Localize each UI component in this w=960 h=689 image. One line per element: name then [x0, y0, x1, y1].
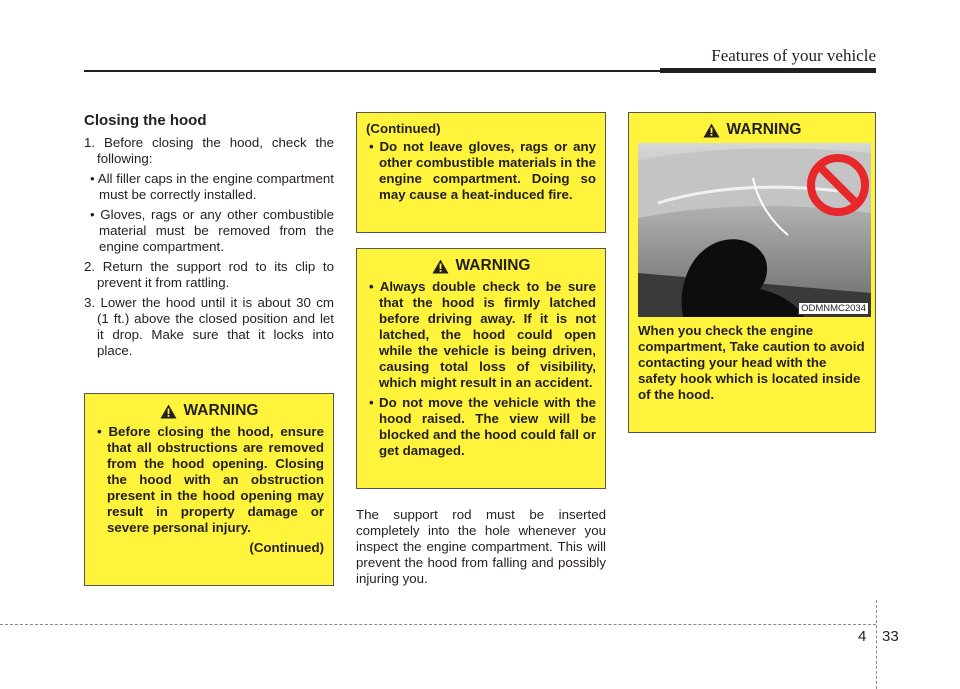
- step-text: 1. Before closing the hood, check the following:: [84, 135, 334, 166]
- hood-scene-image: [638, 143, 871, 317]
- footer-rule: [0, 624, 876, 625]
- warning-triangle-icon: [432, 259, 449, 274]
- continued-label: (Continued): [249, 540, 324, 555]
- warning-bullet: • Do not leave gloves, rags or any other combustible materials in the engine compartment. Doing so may cause a heat-induced fire.: [369, 139, 596, 202]
- continued-warning-box: [356, 112, 606, 233]
- warning-bullet: • Do not move the vehicle with the hood raised. The view will be blocked and the hood could fall or get damaged.: [369, 395, 596, 458]
- warning-box-obstructions: [84, 393, 334, 586]
- closing-hood-section: [84, 112, 334, 363]
- step-text: 3. Lower the hood until it is about 30 cm (1 ft.) above the closed position and let it drop. Make sure that it locks into place.: [84, 295, 334, 358]
- continued-label: (Continued): [366, 121, 441, 136]
- safety-hook-text: When you check the engine compartment, Take caution to avoid contacting your head with the safety hook which is located inside of the hood.: [638, 323, 865, 402]
- warning-title-text: WARNING: [726, 121, 802, 138]
- page-number: 33: [882, 628, 899, 645]
- section-heading: Closing the hood: [84, 112, 207, 129]
- step-3: [84, 295, 334, 359]
- warning-title-text: WARNING: [455, 257, 531, 274]
- chapter-number: 4: [858, 628, 867, 645]
- footer-divider: [876, 600, 877, 689]
- step-2: [84, 259, 334, 291]
- sub-item-filler-caps: • All filler caps in the engine compartment must be correctly installed.: [90, 171, 334, 202]
- header-rule-accent: [660, 68, 876, 73]
- warning-box-latch: [356, 248, 606, 489]
- sub-item-gloves-rags: • Gloves, rags or any other combustible material must be removed from the engine compartment.: [90, 207, 334, 254]
- header-title: Features of your vehicle: [711, 46, 876, 65]
- warning-box-safety-hook: [628, 112, 876, 433]
- support-rod-paragraph: The support rod must be inserted completely into the hole whenever you inspect the engine compartment. This will prevent the hood from falling and possibly injuring you.: [356, 507, 606, 586]
- step-1: [84, 135, 334, 167]
- warning-title-text: WARNING: [183, 402, 259, 419]
- warning-triangle-icon: [160, 404, 177, 419]
- warning-title: [366, 257, 596, 275]
- header-rule: [84, 70, 660, 72]
- warning-title: [638, 121, 866, 139]
- warning-triangle-icon: [703, 123, 720, 138]
- step-text: 2. Return the support rod to its clip to prevent it from rattling.: [84, 259, 334, 290]
- hood-head-illustration: [638, 143, 871, 317]
- image-code: ODMNMC2034: [798, 302, 869, 315]
- warning-bullet: • Always double check to be sure that the hood is firmly latched before driving away. If it is not latched, the hood could open while the vehicle is being driven, causing total loss of visibility, which might result in an accident.: [369, 279, 596, 390]
- warning-bullet: • Before closing the hood, ensure that all obstructions are removed from the hood opening. Closing the hood with an obstruction present in the hood opening may result in property damage or severe personal injury.: [97, 424, 324, 535]
- warning-title: [94, 402, 324, 420]
